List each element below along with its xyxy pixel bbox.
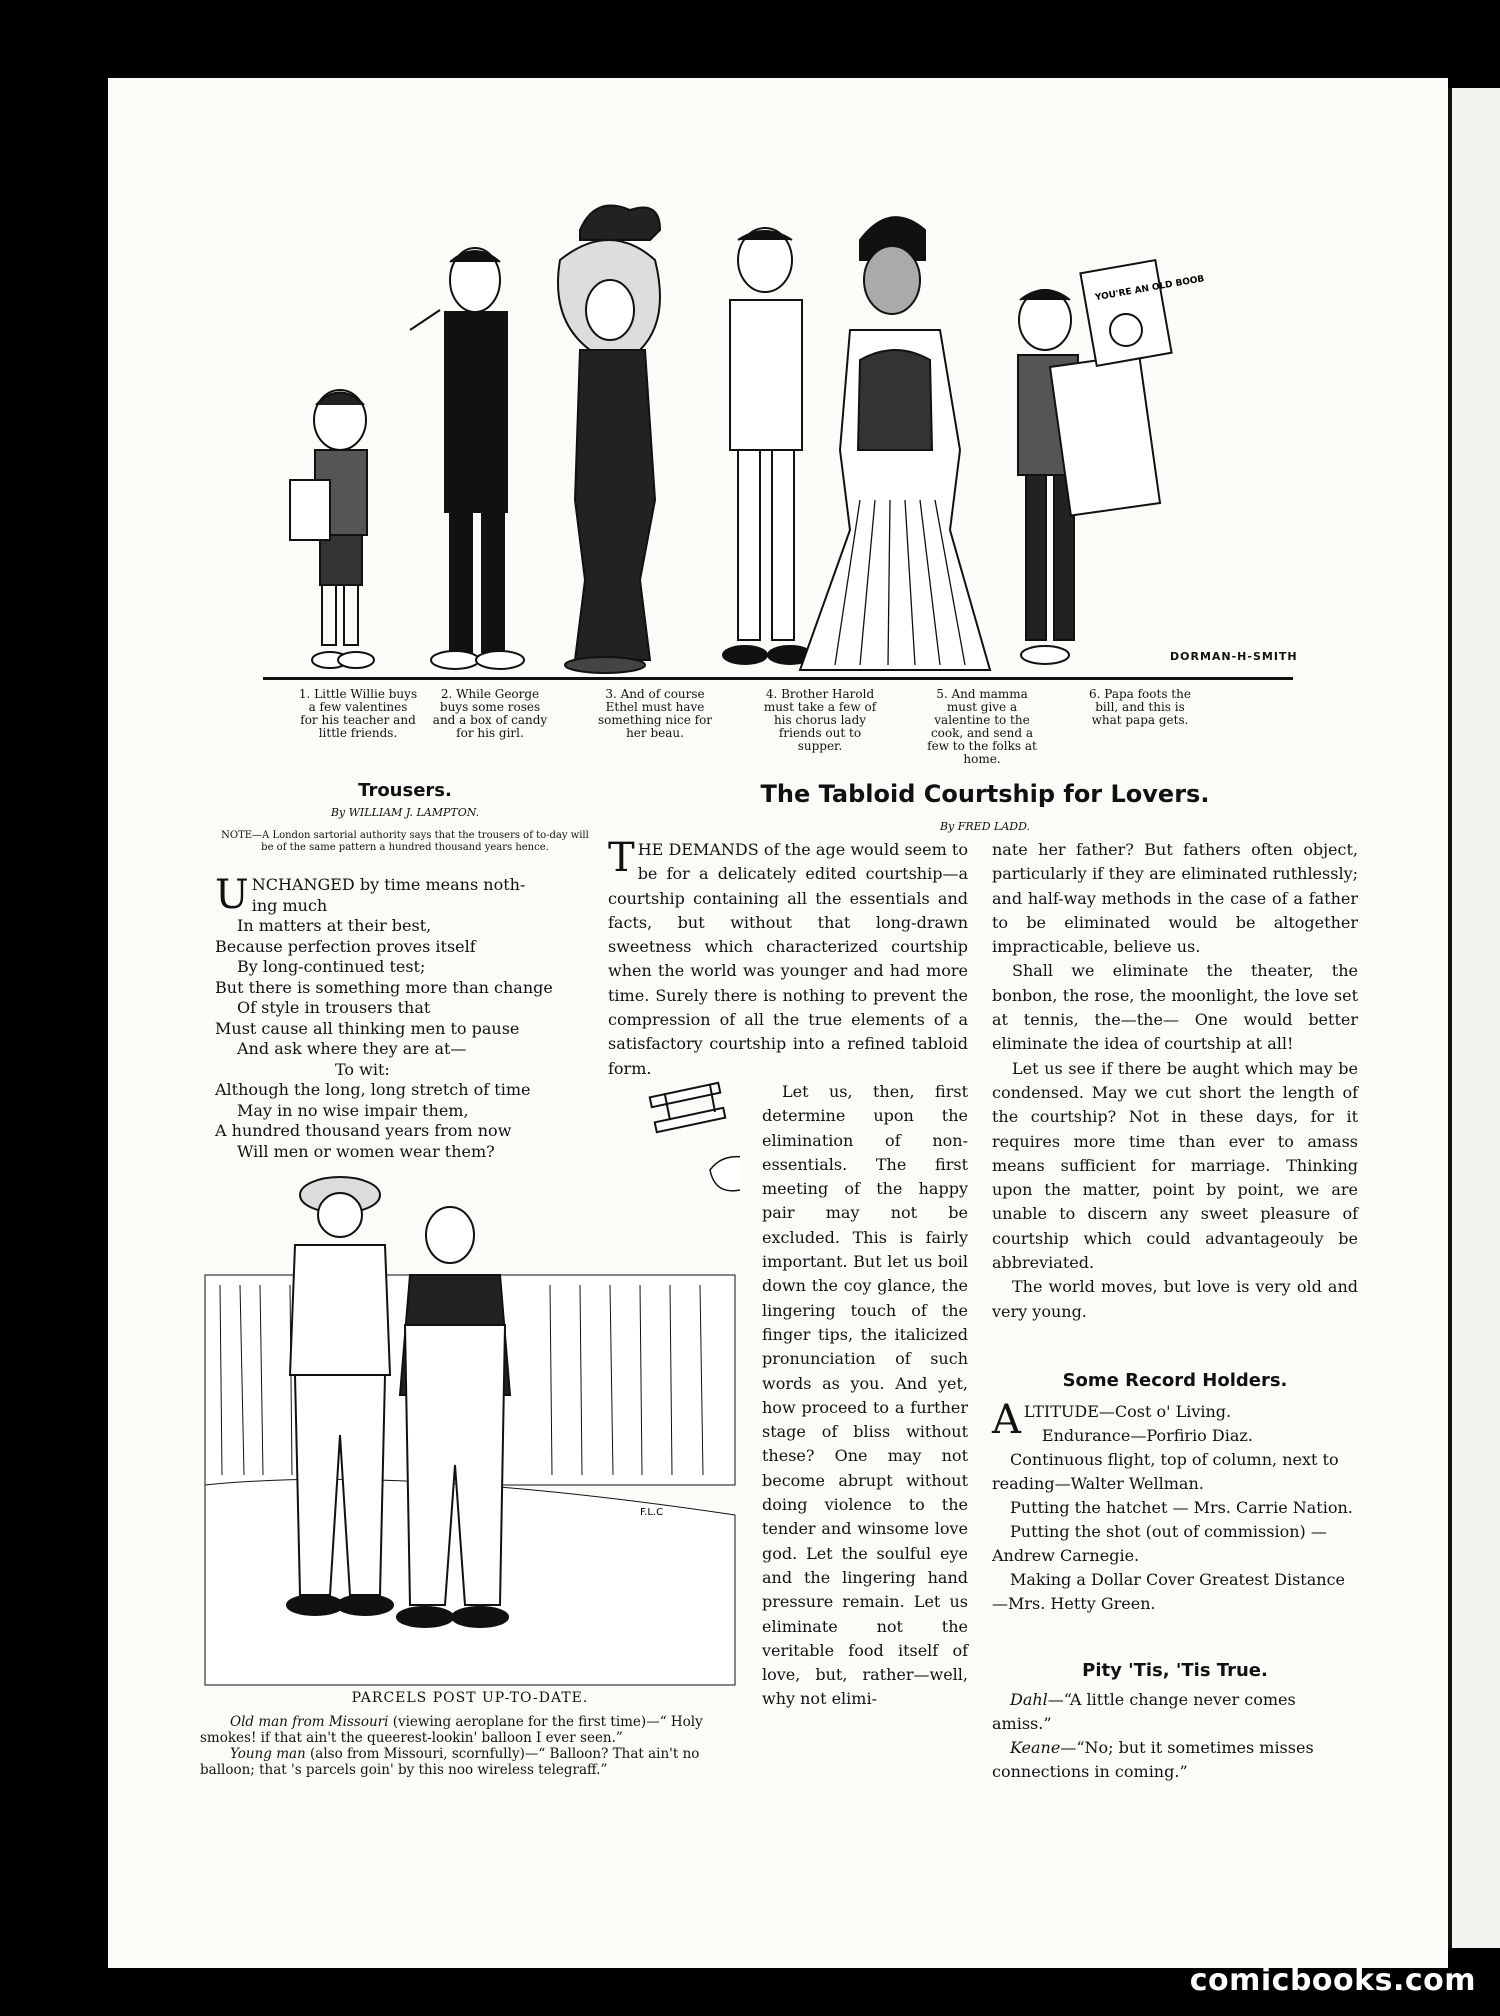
trousers-title: Trousers. — [358, 780, 452, 801]
caption-5: 5. And mamma must give a valentine to the cook, and send a few to the folks at home. — [927, 687, 1037, 766]
record-holders-title: Some Record Holders. — [1062, 1370, 1288, 1391]
poem-line: Because perfection proves itself — [215, 936, 476, 956]
tabloid-title: The Tabloid Courtship for Lovers. — [760, 780, 1210, 808]
tabloid-paragraph-2: Let us, then, first determine upon the elimination of non-essentials. The first meeting of the happy pair may not be excluded. This is fairly important. But let us boil down the coy glance, the lingering touch of the finger tips, the italicized pronunciation of such words as you. And yet, how proceed to a further stage of bliss without these? One may not become abrupt without doing violence to the tender and winsome love god. Let the soulful eye and the lingering hand pressure remain. Let us eliminate not the veritable food itself of love, but, rather—well, why not elimi- — [762, 1082, 968, 1709]
papa-figure — [1018, 260, 1172, 664]
joke-line-1: Dahl—“A little change never comes amiss.” — [992, 1690, 1296, 1733]
little-willie-figure — [290, 390, 374, 668]
parcels-post-dialogue — [200, 1714, 740, 1778]
tabloid-paragraph-4: Shall we eliminate the theater, the bonbon, the rose, the moonlight, the love set at tennis, the—the— One would better eliminate the idea of courtship at all! — [992, 961, 1358, 1054]
record-item: Continuous flight, top of column, next to reading—Walter Wellman. — [992, 1450, 1339, 1493]
poem-line: Must cause all thinking men to pause — [215, 1018, 520, 1038]
joke-line-2: Keane—“No; but it sometimes misses connections in coming.” — [992, 1738, 1314, 1781]
poem-line: In matters at their best, — [237, 916, 432, 935]
caption-2: 2. While George buys some roses and a box of candy for his girl. — [432, 687, 548, 740]
poem-line: NCHANGED by time means noth- — [251, 875, 526, 894]
tabloid-column-1-top — [608, 838, 968, 1078]
poem-line: May in no wise impair them, — [237, 1100, 469, 1120]
poem-line: A hundred thousand years from now — [215, 1121, 512, 1140]
parcels-post-cartoon — [200, 1135, 740, 1690]
poem-line: To wit: — [335, 1059, 390, 1079]
cartoonist-signature: DORMAN-H-SMITH — [1170, 650, 1298, 663]
tabloid-paragraph-1: THE DEMANDS of the age would seem to be for a delicately edited courtship—a courtship containing all the essentials and facts, but without that long-drawn sweetness which characterized courtship when the world was younger and had more time. Surely there is nothing to prevent the compression of all the true elements of a satisfactory courtship into a refined tabloid form. — [608, 838, 968, 1078]
site-watermark: comicbooks.com — [1189, 1963, 1476, 1998]
tabloid-paragraph-5: Let us see if there be aught which may be condensed. May we cut short the length of the courtship? Not in these days, for it requires more time than ever to amass means sufficient for marriage. Thinking upon the matter, point by point, we are unable to discern any sweet pleasure of courtship which could advantageouly be abbreviated. — [992, 1058, 1358, 1273]
trousers-author: By WILLIAM J. LAMPTON. — [330, 806, 480, 819]
aeroplane-illustration — [640, 1080, 750, 1140]
tabloid-paragraph-6: The world moves, but love is very old and very young. — [992, 1277, 1358, 1321]
record-item: Making a Dollar Cover Greatest Distance—Mrs. Hetty Green. — [992, 1570, 1345, 1613]
ethel-figure — [558, 206, 660, 674]
mamma-figure — [800, 217, 990, 670]
tabloid-column-2 — [992, 838, 1358, 1324]
caption-6: 6. Papa foots the bill, and this is what papa gets. — [1089, 687, 1191, 727]
george-figure — [410, 248, 524, 669]
record-item: ALTITUDE—Cost o' Living. — [992, 1397, 1232, 1443]
poem-dropcap: U — [215, 872, 249, 918]
tabloid-author: By FRED LADD. — [939, 820, 1031, 833]
dialogue-line-2: Young man (also from Missouri, scornfully)—“ Balloon? That ain't no balloon; that 's parcels goin' by this noo wireless telegraff.” — [200, 1746, 700, 1778]
tabloid-column-1-narrow — [762, 1080, 968, 1712]
harold-figure — [723, 228, 812, 664]
poem-line: And ask where they are at— — [237, 1039, 467, 1058]
poem-line: Will men or women wear them? — [237, 1141, 495, 1161]
pity-tis-joke — [992, 1688, 1358, 1784]
caption-4: 4. Brother Harold must take a few of his chorus lady friends out to supper. — [763, 687, 877, 753]
poem-line: ing much — [251, 895, 328, 915]
trousers-poem — [215, 872, 615, 1162]
poem-line: By long-continued test; — [237, 957, 426, 976]
tabloid-paragraph-3: nate her father? But fathers often object, particularly if they are eliminated ruthlessly; and half-way methods in the case of a father to be eliminated would be altogether impracticable, believe us. — [992, 840, 1358, 957]
record-item: Putting the shot (out of commission) —Andrew Carnegie. — [992, 1522, 1327, 1565]
valentine-sign-text: YOU'RE AN OLD BOOB — [1094, 274, 1206, 304]
trousers-note: NOTE—A London sartorial authority says that the trousers of to-day will be of the same pattern a hundred thousand years hence. — [221, 830, 589, 853]
pity-tis-title: Pity 'Tis, 'Tis True. — [1082, 1660, 1268, 1681]
dialogue-line-1: Old man from Missouri (viewing aeroplane for the first time)—“ Holy smokes! if that ain't the queerest-lookin' balloon I ever seen.” — [200, 1714, 703, 1746]
cartoon-captions — [290, 688, 1250, 778]
poem-line: Although the long, long stretch of time — [215, 1080, 531, 1099]
cartoon-ground-line — [263, 677, 1293, 680]
record-item: Putting the hatchet — Mrs. Carrie Nation. — [1010, 1498, 1353, 1517]
valentine-family-cartoon — [260, 200, 1300, 680]
poem-line: Of style in trousers that — [237, 998, 431, 1017]
parcels-post-caption: PARCELS POST UP-TO-DATE. — [351, 1690, 589, 1706]
caption-3: 3. And of course Ethel must have something nice for her beau. — [597, 687, 713, 740]
record-dropcap: A — [992, 1397, 1021, 1443]
record-item: Endurance—Porfirio Diaz. — [1041, 1426, 1253, 1445]
tabloid-dropcap: T — [608, 838, 635, 881]
caption-1: 1. Little Willie buys a few valentines for his teacher and little friends. — [298, 687, 418, 740]
farm-artist-signature: F.L.C — [640, 1507, 664, 1518]
poem-line: But there is something more than change — [215, 977, 553, 997]
record-holders-list — [992, 1397, 1358, 1616]
facing-page-edge — [1452, 88, 1500, 1948]
